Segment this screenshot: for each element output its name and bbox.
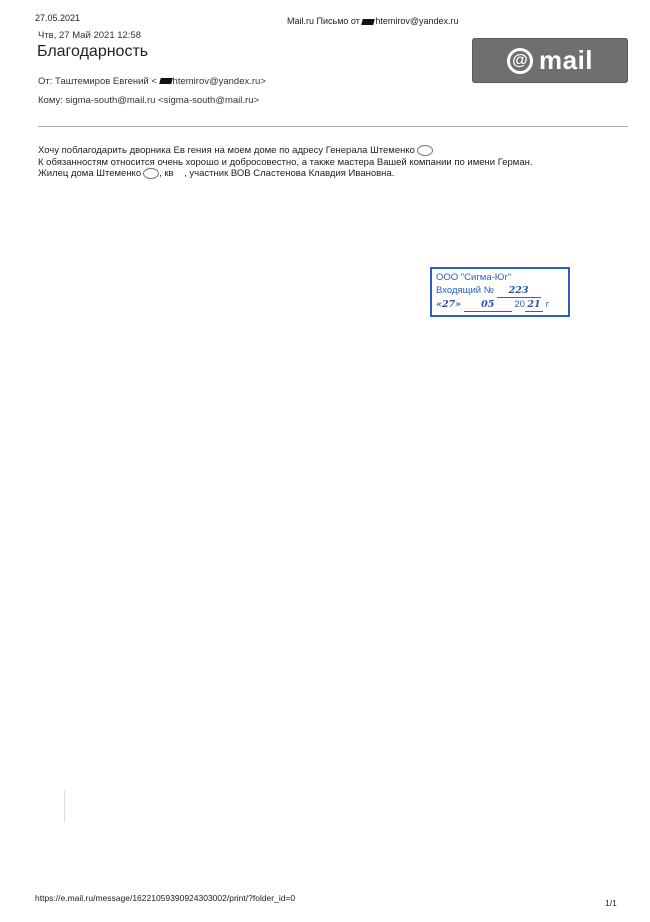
from-name: Таштемиров Евгений < (55, 76, 157, 87)
message-subject: Благодарность (37, 43, 149, 60)
print-date: 27.05.2021 (35, 13, 81, 23)
body-line-3: Жилец дома Штеменко , кв , участник ВОВ Сластенова Клавдия Ивановна. (38, 168, 395, 180)
redaction-mark (362, 19, 376, 25)
stamp-year-suffix: 21 (525, 298, 543, 312)
at-icon: @ (507, 48, 533, 74)
body-line-2: К обязанностям относится очень хорошо и добросовестно, а также мастера Вашей компании по имени Герман. (38, 156, 533, 168)
footer-url[interactable]: https://e.mail.ru/message/16221059390924303002/print/?folder_id=0 (35, 893, 296, 903)
stamp-org: ООО "Сигма-Юг" (436, 272, 512, 283)
message-date: Чтв, 27 Май 2021 12:58 (38, 30, 142, 41)
stamp-incoming: Входящий № 223 (436, 284, 564, 298)
print-title (287, 16, 459, 26)
to-label: Кому: (38, 95, 63, 106)
stamp-year-unit: г (545, 299, 550, 310)
from-email[interactable]: htemirov@yandex.ru> (172, 76, 266, 87)
redaction-scribble (417, 145, 433, 156)
scan-mark (64, 790, 65, 822)
message-from (38, 76, 266, 87)
stamp-year-prefix: 20 (514, 299, 525, 310)
body-line-1: Хочу поблагодарить дворника Ев гения на моем доме по адресу Генерала Штеменко (38, 145, 533, 157)
message-body (38, 145, 533, 180)
stamp-month: 05 (464, 298, 512, 312)
stamp-number: 223 (497, 284, 541, 298)
stamp-day: «27» (436, 299, 462, 310)
mail-ru-logo (472, 38, 628, 83)
redaction-scribble (143, 168, 159, 179)
stamp-date (436, 298, 564, 312)
incoming-stamp (430, 267, 570, 317)
logo-text: mail (538, 45, 594, 75)
message-to (38, 95, 259, 106)
redaction-mark (159, 78, 173, 84)
to-value[interactable]: sigma-south@mail.ru <sigma-south@mail.ru> (65, 95, 260, 106)
print-title-email: htemirov@yandex.ru (375, 16, 459, 26)
from-label: От: (38, 76, 53, 87)
page-number: 1/1 (605, 898, 617, 908)
print-title-prefix: Mail.ru Письмо от (287, 16, 360, 26)
header-divider (38, 126, 628, 127)
